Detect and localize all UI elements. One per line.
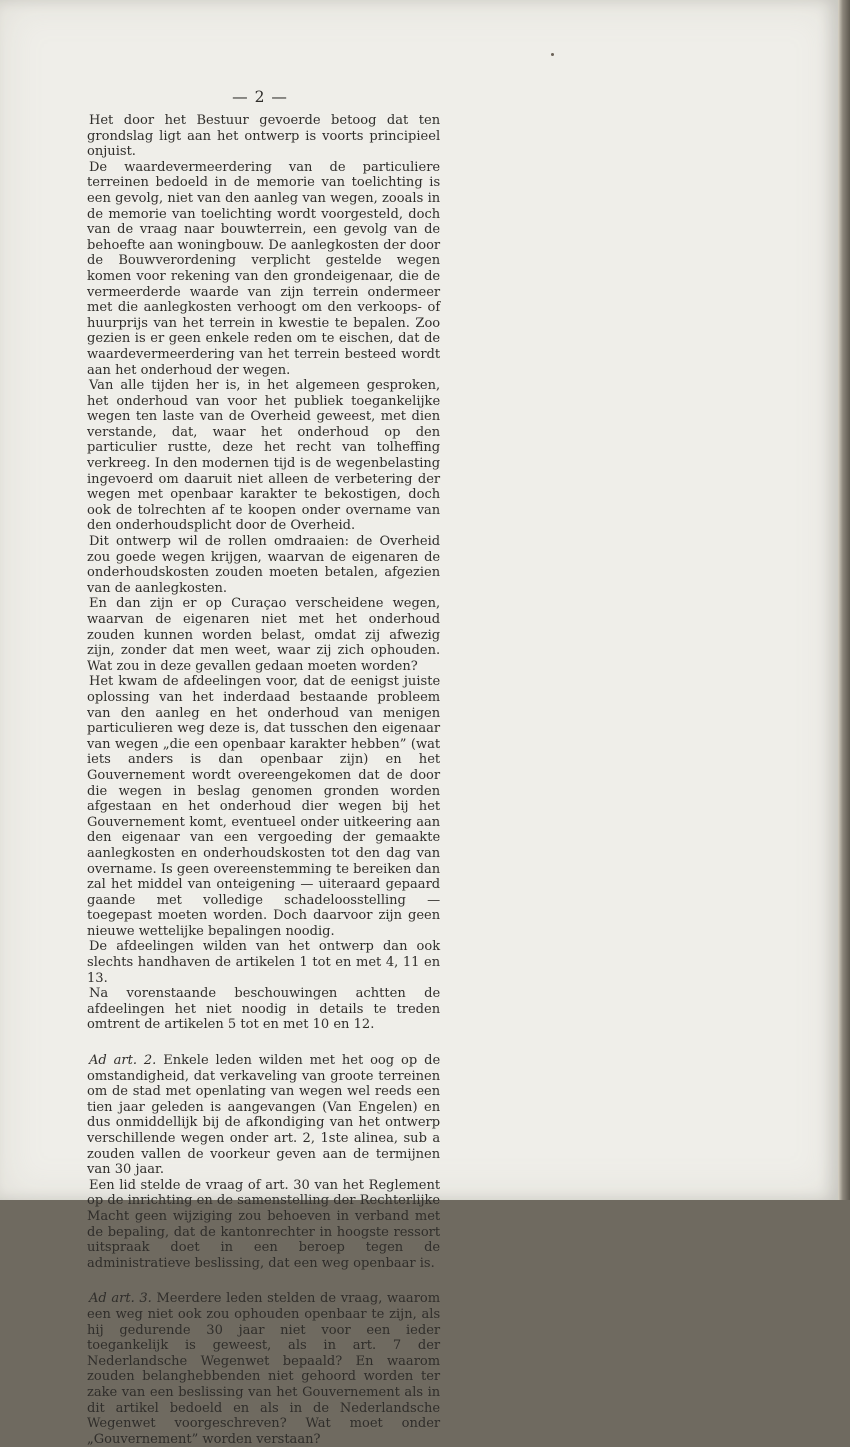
paper-speck [551, 53, 554, 56]
article-reference: Ad art. 3. [88, 1291, 152, 1307]
paragraph: Van alle tijden her is, in het algemeen gesproken, het onderhoud van voor het publiek toegankelijke wegen ten laste van de Overheid geweest, met dien verstande, dat, waar het onderhoud op den particulier rustte, deze het recht van tolheffing verkreeg. In den modernen tijd is de wegenbelasting ingevoerd om daaruit niet alleen de verbetering der wegen met openbaar karakter te bekostigen, doch ook de tolrechten af te koopen onder overname van den onderhoudsplicht door de Overheid. [87, 378, 441, 534]
paragraph: En dan zijn er op Curaçao verscheidene wegen, waarvan de eigenaren niet met het onderhoud zouden kunnen worden belast, omdat zij afwezig zijn, zonder dat men weet, waar zij zich ophouden. Wat zou in deze gevallen gedaan moeten worden? [87, 596, 441, 674]
paragraph: De afdeelingen wilden van het ontwerp dan ook slechts handhaven de artikelen 1 tot en met 4, 11 en 13. [87, 939, 441, 986]
paragraph: Het door het Bestuur gevoerde betoog dat ten grondslag ligt aan het ontwerp is voorts principieel onjuist. [87, 113, 441, 160]
body-text [87, 113, 440, 1447]
article-reference: Ad art. 2. [88, 1053, 157, 1069]
paragraph: Dit ontwerp wil de rollen omdraaien: de Overheid zou goede wegen krijgen, waarvan de eigenaren de onderhoudskosten zouden moeten betalen, afgezien van de aanlegkosten. [87, 534, 441, 596]
paragraph: Na vorenstaande beschouwingen achtten de afdeelingen het niet noodig in details te treden omtrent de artikelen 5 tot en met 10 en 12. [87, 986, 441, 1033]
paragraph-ad-art-3: Ad art. 3. Meerdere leden stelden de vraag, waarom een weg niet ook zou ophouden openbaar te zijn, als hij gedurende 30 jaar niet voor een ieder toegankelijk is geweest, als in art. 7 der Nederlandsche Wegenwet bepaald? En waarom zouden belanghebbenden niet gehoord worden ter zake van een beslissing van het Gouvernement als in dit artikel bedoeld en als in de Nederlandsche Wegenwet voorgeschreven? Wat moet onder „Gouvernement” worden verstaan? [87, 1291, 441, 1447]
paragraph: Het kwam de afdeelingen voor, dat de eenigst juiste oplossing van het inderdaad bestaande probleem van den aanleg en het onderhoud van menigen particulieren weg deze is, dat tusschen den eigenaar van wegen „die een openbaar karakter hebben” (wat iets anders is dan openbaar zijn) en het Gouvernement wordt overeengekomen dat de door die wegen in beslag genomen gronden worden afgestaan en het onderhoud dier wegen bij het Gouvernement komt, eventueel onder uitkeering aan den eigenaar van een vergoeding der gemaakte aanlegkosten en onderhoudskosten tot den dag van overname. Is geen overeenstemming te bereiken dan zal het middel van onteigening — uiteraard gepaard gaande met volledige schadeloosstelling — toegepast moeten worden. Doch daarvoor zijn geen nieuwe wettelijke bepalingen noodig. [87, 674, 441, 939]
paragraph: De waardevermeerdering van de particuliere terreinen bedoeld in de memorie van toelichting is een gevolg, niet van den aanleg van wegen, zooals in de memorie van toelichting wordt voorgesteld, doch van de vraag naar bouwterrein, een gevolg van de behoefte aan woningbouw. De aanlegkosten der door de Bouwverordening verplicht gestelde wegen komen voor rekening van den grondeigenaar, die de vermeerderde waarde van zijn terrein ondermeer met die aanlegkosten verhoogt om den verkoops- of huurprijs van het terrein in kwestie te bepalen. Zoo gezien is er geen enkele reden om te eischen, dat de waardevermeerdering van het terrein besteed wordt aan het onderhoud der wegen. [87, 159, 441, 378]
paragraph: Een lid stelde de vraag of art. 30 van het Reglement op de inrichting en de samenstelling der Rechterlijke Macht geen wijziging zou behoeven in verband met de bepaling, dat de kantonrechter in hoogste ressort uitspraak doet in een beroep tegen de administratieve beslissing, dat een weg openbaar is. [87, 1177, 441, 1271]
page-edge-shadow [838, 0, 850, 1200]
paragraph-ad-art-2: Ad art. 2. Enkele leden wilden met het oog op de omstandigheid, dat verkaveling van groote terreinen om de stad met openlating van wegen wel reeds een tien jaar geleden is aangevangen (Van Engelen) en dus onmiddellijk bij de afkondiging van het ontwerp verschillende wegen onder art. 2, 1ste alinea, sub a zouden vallen de voorkeur geven aan de termijnen van 30 jaar. [87, 1053, 441, 1178]
page-number: — 2 — [232, 88, 288, 106]
